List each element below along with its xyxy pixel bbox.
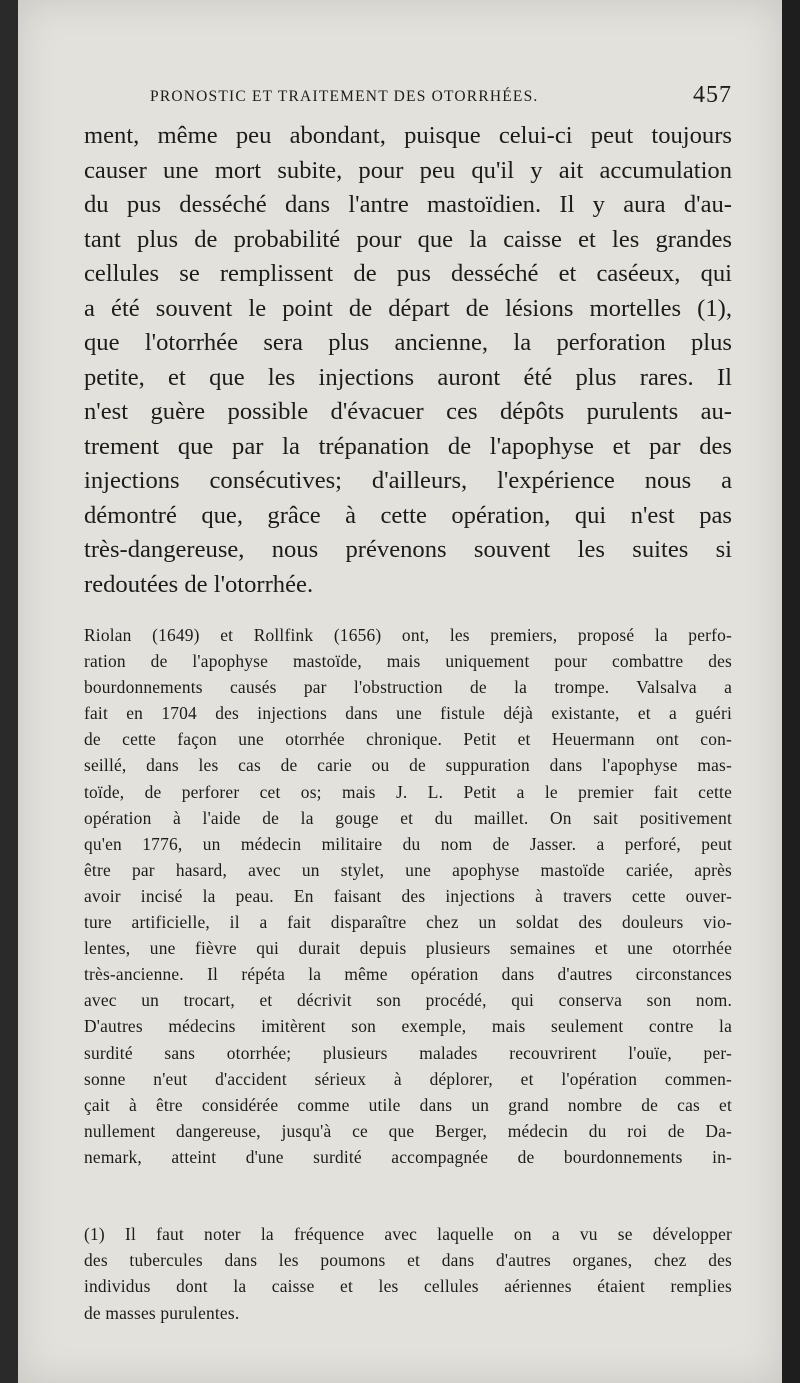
scan-border bbox=[782, 0, 800, 1383]
body-line: tant plus de probabilité pour que la caisse et les grandes bbox=[84, 225, 732, 253]
body-line: petite, et que les injections auront été plus rares. Il bbox=[84, 363, 732, 391]
body-line: cellules se remplissent de pus desséché et caséeux, qui bbox=[84, 260, 732, 287]
body-line: n'est guère possible d'évacuer ces dépôts purulents au- bbox=[84, 398, 732, 425]
note-line: nemark, atteint d'une surdité accompagnée de bourdonnements in- bbox=[84, 1146, 732, 1167]
note-line: très-ancienne. Il répéta la même opération dans d'autres circonstances bbox=[84, 964, 732, 985]
note-line: être par hasard, avec un stylet, une apophyse mastoïde cariée, après bbox=[84, 859, 732, 880]
book-page bbox=[18, 0, 782, 1383]
body-line: ment, même peu abondant, puisque celui-ci peut toujours bbox=[84, 122, 732, 149]
note-line: ture artificielle, il a fait disparaître chez un soldat des douleurs vio- bbox=[84, 912, 732, 933]
footnote-line: (1) Il faut noter la fréquence avec laquelle on a vu se développer bbox=[84, 1224, 732, 1244]
body-line: du pus desséché dans l'antre mastoïdien. Il y aura d'au- bbox=[84, 191, 732, 218]
main-paragraph bbox=[84, 119, 732, 602]
body-line: causer une mort subite, pour peu qu'il y ait accumulation bbox=[84, 156, 732, 184]
note-line: avoir incisé la peau. En faisant des injections à travers cette ouver- bbox=[84, 885, 732, 906]
note-line: toïde, de perforer cet os; mais J. L. Petit a le premier fait cette bbox=[84, 781, 732, 802]
body-line: trement que par la trépanation de l'apophyse et par des bbox=[84, 432, 732, 460]
note-line: opération à l'aide de la gouge et du maillet. On sait positivement bbox=[84, 807, 732, 828]
note-line: avec un trocart, et décrivit son procédé, qui conserva son nom. bbox=[84, 990, 732, 1011]
note-line: sonne n'eut d'accident sérieux à déplorer, et l'opération commen- bbox=[84, 1068, 732, 1089]
body-line: que l'otorrhée sera plus ancienne, la perforation plus bbox=[84, 329, 732, 356]
footnote-line: de masses purulentes. bbox=[84, 1302, 240, 1323]
note-line: çait à être considérée comme utile dans un grand nombre de cas et bbox=[84, 1094, 732, 1115]
note-line: bourdonnements causés par l'obstruction de la trompe. Valsalva a bbox=[84, 677, 732, 698]
note-line: seillé, dans les cas de carie ou de suppuration dans l'apophyse mas- bbox=[84, 755, 732, 776]
running-title: PRONOSTIC ET TRAITEMENT DES OTORRHÉES. bbox=[150, 88, 539, 105]
footnote-line: individus dont la caisse et les cellules aériennes étaient remplies bbox=[84, 1276, 732, 1297]
body-line: a été souvent le point de départ de lésions mortelles (1), bbox=[84, 294, 732, 322]
note-line: ration de l'apophyse mastoïde, mais uniquement pour combattre des bbox=[84, 651, 732, 672]
page-number: 457 bbox=[693, 82, 732, 108]
note-line: surdité sans otorrhée; plusieurs malades recouvrirent l'ouïe, per- bbox=[84, 1042, 732, 1063]
note-line: de cette façon une otorrhée chronique. Petit et Heuermann ont con- bbox=[84, 729, 732, 750]
note-line: fait en 1704 des injections dans une fistule déjà existante, et a guéri bbox=[84, 703, 732, 724]
note-line: qu'en 1776, un médecin militaire du nom de Jasser. a perforé, peut bbox=[84, 833, 732, 854]
running-header bbox=[150, 82, 732, 112]
note-line: nullement dangereuse, jusqu'à ce que Berger, médecin du roi de Da- bbox=[84, 1120, 732, 1141]
note-line: lentes, une fièvre qui durait depuis plusieurs semaines et une otorrhée bbox=[84, 938, 732, 959]
body-line: redoutées de l'otorrhée. bbox=[84, 570, 314, 598]
historical-note bbox=[84, 622, 732, 1170]
note-line: Riolan (1649) et Rollfink (1656) ont, les premiers, proposé la perfo- bbox=[84, 625, 732, 645]
body-line: injections consécutives; d'ailleurs, l'expérience nous a bbox=[84, 467, 732, 494]
body-line: très-dangereuse, nous prévenons souvent les suites si bbox=[84, 536, 732, 563]
footnote bbox=[84, 1221, 732, 1326]
note-line: D'autres médecins imitèrent son exemple, mais seulement contre la bbox=[84, 1016, 732, 1037]
body-line: démontré que, grâce à cette opération, qui n'est pas bbox=[84, 501, 732, 529]
footnote-line: des tubercules dans les poumons et dans d'autres organes, chez des bbox=[84, 1250, 732, 1271]
